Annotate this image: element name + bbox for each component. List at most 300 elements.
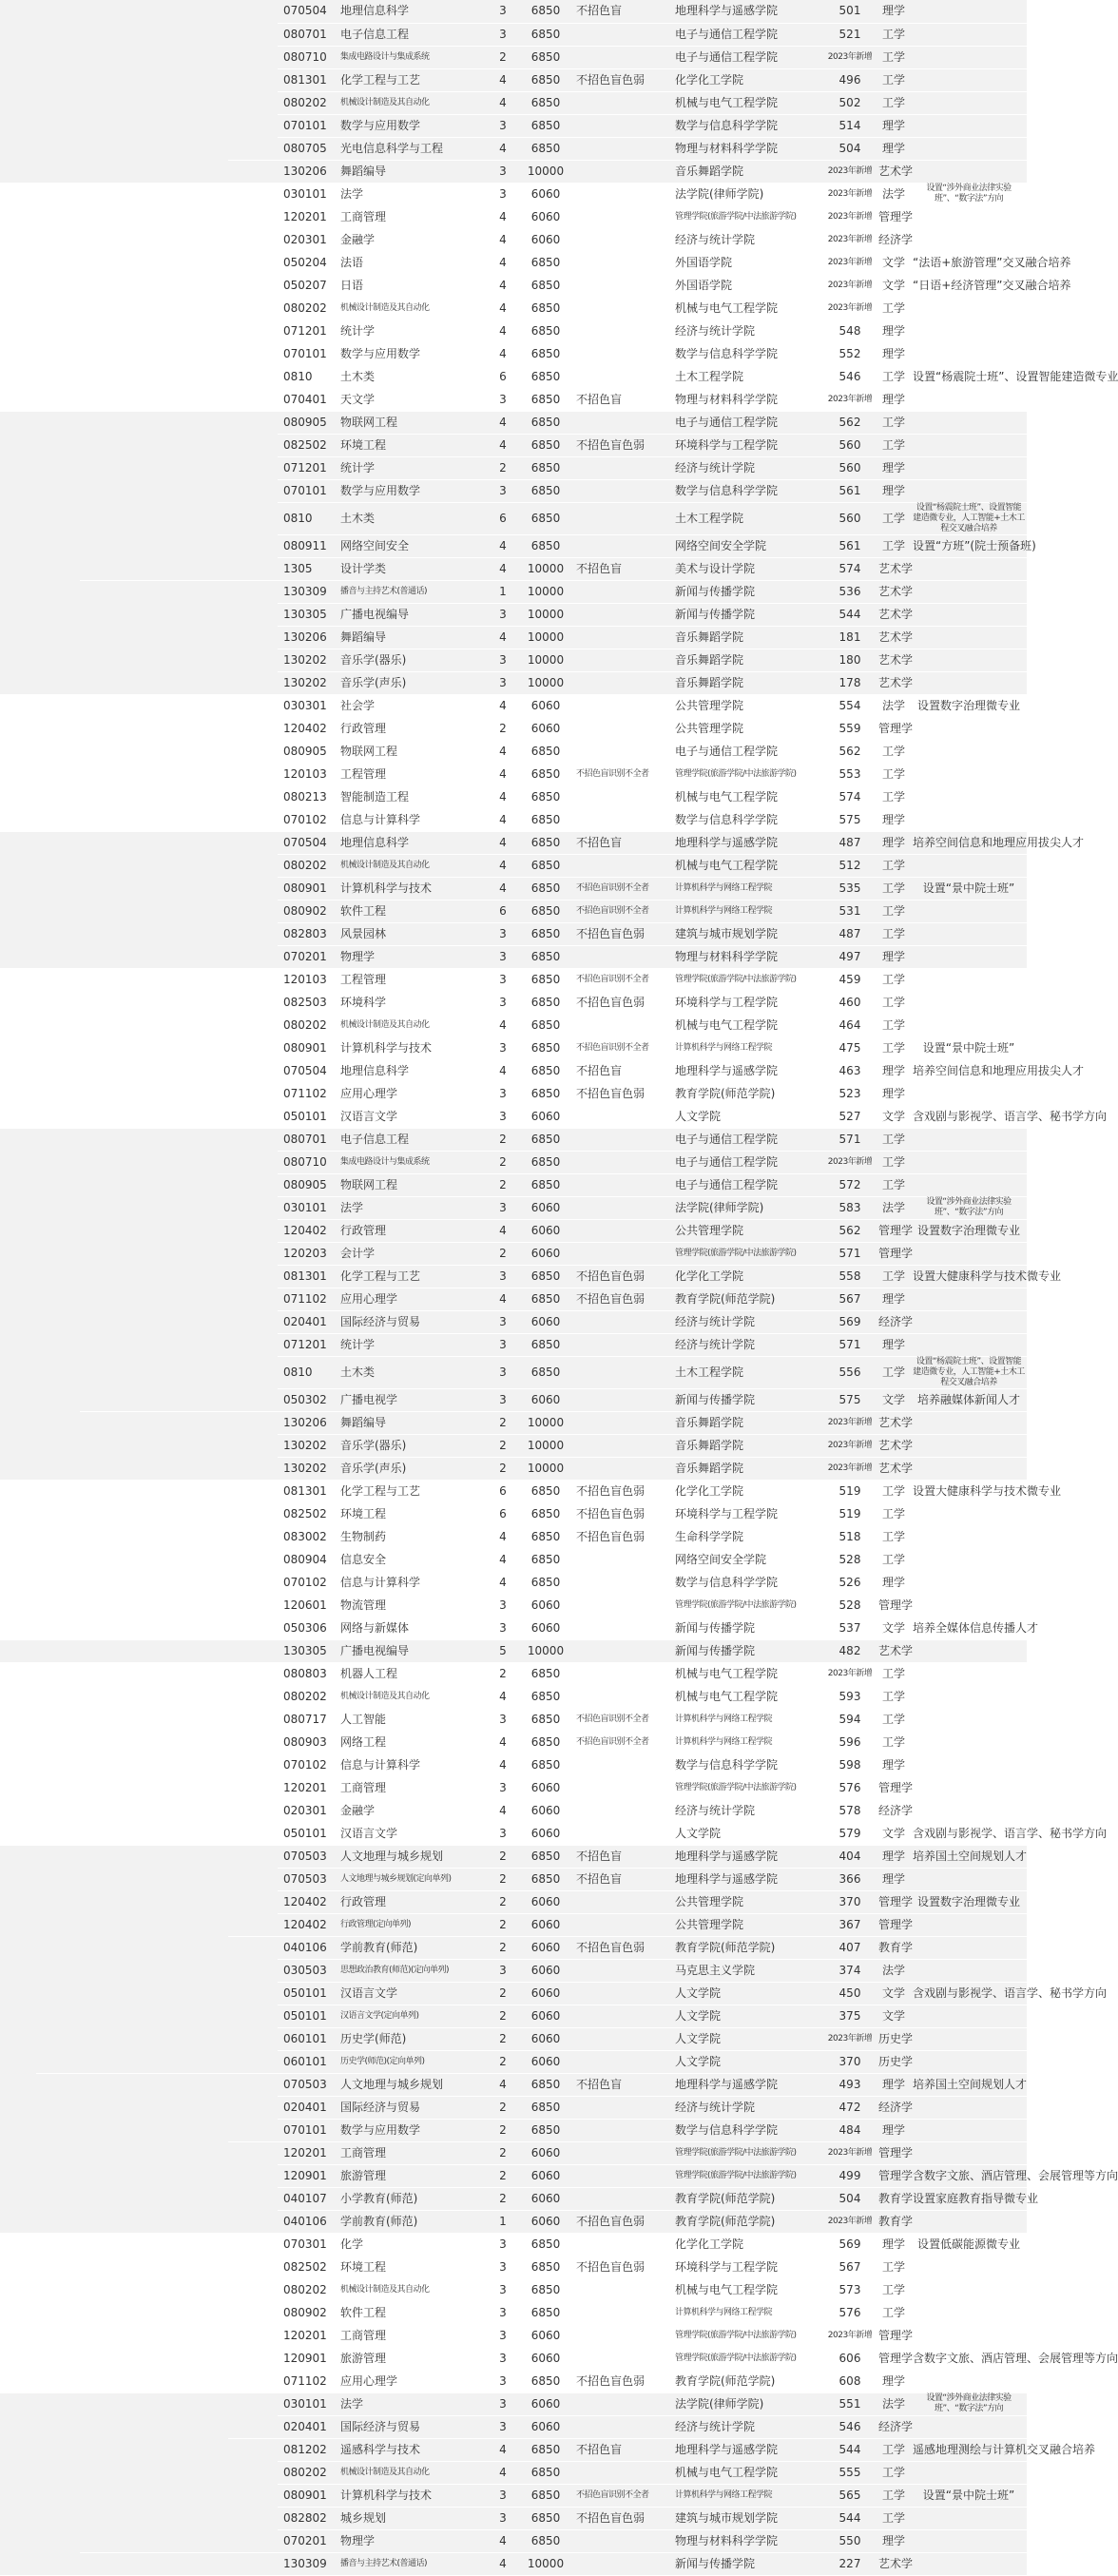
batch-cell <box>80 1639 228 1662</box>
degree-type: 工学 <box>877 91 911 114</box>
college-name: 人文学院 <box>673 2005 823 2027</box>
tuition-fee: 6850 <box>517 137 574 160</box>
major-note <box>911 1776 1027 1799</box>
major-note: 设置家庭教育指导微专业 <box>911 2187 1027 2210</box>
tuition-fee: 6850 <box>517 114 574 137</box>
batch-cell <box>80 2552 228 2575</box>
college-name: 新闻与传播学院 <box>673 580 823 603</box>
min-score: 2023年新增 <box>823 1411 877 1434</box>
tuition-fee: 6060 <box>517 1594 574 1617</box>
tuition-fee: 10000 <box>517 1411 574 1434</box>
major-name: 物联网工程 <box>338 1173 489 1196</box>
major-name: 机器人工程 <box>338 1662 489 1685</box>
college-name: 外国语学院 <box>673 251 823 274</box>
college-name: 公共管理学院 <box>673 1219 823 1242</box>
color-restriction <box>574 740 673 763</box>
tuition-fee: 6850 <box>517 785 574 808</box>
major-note <box>911 945 1027 968</box>
color-restriction <box>574 1196 673 1219</box>
degree-type: 经济学 <box>877 1799 911 1822</box>
college-name: 机械与电气工程学院 <box>673 1685 823 1708</box>
study-years: 4 <box>489 1219 517 1242</box>
major-note <box>911 2461 1027 2484</box>
major-code: 120201 <box>278 2141 338 2164</box>
study-years: 2 <box>489 1868 517 1890</box>
min-score: 463 <box>823 1059 877 1082</box>
major-name: 应用心理学 <box>338 1288 489 1310</box>
color-restriction <box>574 1959 673 1982</box>
college-name: 法学院(律师学院) <box>673 1196 823 1219</box>
major-name: 音乐学(器乐) <box>338 649 489 671</box>
mode-cell <box>36 1845 80 2073</box>
study-years: 3 <box>489 991 517 1014</box>
color-restriction <box>574 183 673 205</box>
college-name: 人文学院 <box>673 2050 823 2073</box>
degree-type: 文学 <box>877 1388 911 1411</box>
study-years: 3 <box>489 1196 517 1219</box>
major-code: 040106 <box>278 2210 338 2233</box>
degree-type: 理学 <box>877 0 911 23</box>
major-code: 050101 <box>278 1822 338 1845</box>
major-note <box>911 1502 1027 1525</box>
min-score: 502 <box>823 91 877 114</box>
college-name: 数学与信息科学学院 <box>673 114 823 137</box>
major-note <box>911 2096 1027 2119</box>
mode-cell <box>36 2233 80 2392</box>
study-years: 3 <box>489 603 517 626</box>
major-name: 舞蹈编导 <box>338 1411 489 1434</box>
major-note: 设置数字治理微专业 <box>911 1890 1027 1913</box>
mode-cell <box>36 1662 80 1845</box>
degree-type: 工学 <box>877 1356 911 1388</box>
major-code: 071201 <box>278 1333 338 1356</box>
tuition-fee: 10000 <box>517 557 574 580</box>
tuition-fee: 6850 <box>517 945 574 968</box>
college-name: 新闻与传播学院 <box>673 1617 823 1639</box>
color-restriction <box>574 2552 673 2575</box>
college-name: 化学化工学院 <box>673 1265 823 1288</box>
study-years: 4 <box>489 808 517 831</box>
batch-cell <box>80 2392 228 2552</box>
major-code: 120103 <box>278 968 338 991</box>
major-code: 080202 <box>278 2278 338 2301</box>
degree-type: 理学 <box>877 2073 911 2096</box>
min-score: 519 <box>823 1480 877 1502</box>
major-name: 法学 <box>338 2392 489 2415</box>
major-name: 舞蹈编导 <box>338 626 489 649</box>
major-note: 设置数字治理微专业 <box>911 1219 1027 1242</box>
degree-type: 管理学 <box>877 2164 911 2187</box>
tuition-fee: 6060 <box>517 1936 574 1959</box>
min-score: 551 <box>823 2392 877 2415</box>
degree-type: 工学 <box>877 1036 911 1059</box>
study-years: 3 <box>489 1310 517 1333</box>
table-row <box>0 1639 1027 1662</box>
major-note: 设置“涉外商业法律实验班”、“数字法”方向 <box>911 1196 1027 1219</box>
province-cell <box>0 1845 36 2233</box>
color-restriction <box>574 1333 673 1356</box>
study-years: 3 <box>489 2256 517 2278</box>
study-years: 2 <box>489 2141 517 2164</box>
major-note: 培养国土空间规划人才 <box>911 1845 1027 1868</box>
study-years: 3 <box>489 1708 517 1731</box>
tuition-fee: 6850 <box>517 23 574 46</box>
table-row <box>0 1662 1027 1685</box>
major-code: 030503 <box>278 1959 338 1982</box>
min-score: 573 <box>823 2278 877 2301</box>
college-name: 计算机科学与网络工程学院 <box>673 877 823 900</box>
major-code: 070101 <box>278 479 338 502</box>
tuition-fee: 6850 <box>517 1288 574 1310</box>
tuition-fee: 6060 <box>517 2141 574 2164</box>
major-code: 020401 <box>278 1310 338 1333</box>
tuition-fee: 6850 <box>517 320 574 342</box>
major-code: 120402 <box>278 1890 338 1913</box>
tuition-fee: 6850 <box>517 1173 574 1196</box>
degree-type: 文学 <box>877 2005 911 2027</box>
study-years: 3 <box>489 1959 517 1982</box>
major-name: 设计学类 <box>338 557 489 580</box>
college-name: 经济与统计学院 <box>673 1333 823 1356</box>
college-name: 新闻与传播学院 <box>673 603 823 626</box>
major-name: 学前教育(师范) <box>338 2210 489 2233</box>
study-years: 4 <box>489 1731 517 1753</box>
major-name: 化学工程与工艺 <box>338 68 489 91</box>
study-years: 3 <box>489 2507 517 2529</box>
category-cell <box>228 2552 278 2575</box>
degree-type: 文学 <box>877 251 911 274</box>
batch-cell <box>80 1845 228 2073</box>
major-note <box>911 1753 1027 1776</box>
color-restriction <box>574 2324 673 2347</box>
study-years: 3 <box>489 1356 517 1388</box>
college-name: 地理科学与遥感学院 <box>673 1845 823 1868</box>
tuition-fee: 6060 <box>517 1799 574 1822</box>
min-score: 2023年新增 <box>823 274 877 297</box>
min-score: 550 <box>823 2529 877 2552</box>
major-note <box>911 1571 1027 1594</box>
college-name: 经济与统计学院 <box>673 1310 823 1333</box>
category-cell <box>228 2233 278 2324</box>
major-name: 汉语言文学 <box>338 1105 489 1128</box>
major-code: 080901 <box>278 877 338 900</box>
study-years: 2 <box>489 1913 517 1936</box>
major-code: 120201 <box>278 2324 338 2347</box>
major-code: 070504 <box>278 1059 338 1082</box>
college-name: 公共管理学院 <box>673 717 823 740</box>
degree-type: 管理学 <box>877 2141 911 2164</box>
table-row <box>0 411 1027 434</box>
batch-cell <box>80 1480 228 1639</box>
degree-type: 工学 <box>877 2507 911 2529</box>
degree-type: 工学 <box>877 1480 911 1502</box>
tuition-fee: 6060 <box>517 1822 574 1845</box>
major-note <box>911 479 1027 502</box>
major-name: 机械设计制造及其自动化 <box>338 2461 489 2484</box>
study-years: 4 <box>489 763 517 785</box>
degree-type: 管理学 <box>877 205 911 228</box>
college-name: 人文学院 <box>673 1105 823 1128</box>
degree-type: 法学 <box>877 694 911 717</box>
major-code: 080803 <box>278 1662 338 1685</box>
min-score: 2023年新增 <box>823 46 877 68</box>
college-name: 马克思主义学院 <box>673 1959 823 1982</box>
college-name: 经济与统计学院 <box>673 2415 823 2438</box>
degree-type: 工学 <box>877 968 911 991</box>
color-restriction <box>574 1913 673 1936</box>
major-note <box>911 2141 1027 2164</box>
study-years: 2 <box>489 2050 517 2073</box>
college-name: 音乐舞蹈学院 <box>673 649 823 671</box>
min-score: 2023年新增 <box>823 2141 877 2164</box>
color-restriction <box>574 228 673 251</box>
major-note <box>911 456 1027 479</box>
study-years: 4 <box>489 251 517 274</box>
degree-type: 工学 <box>877 297 911 320</box>
college-name: 网络空间安全学院 <box>673 534 823 557</box>
color-restriction <box>574 2301 673 2324</box>
min-score: 366 <box>823 1868 877 1890</box>
degree-type: 教育学 <box>877 2187 911 2210</box>
major-name: 工商管理 <box>338 205 489 228</box>
degree-type: 工学 <box>877 1662 911 1685</box>
major-code: 082502 <box>278 1502 338 1525</box>
major-code: 070102 <box>278 1753 338 1776</box>
color-restriction <box>574 671 673 694</box>
study-years: 4 <box>489 1525 517 1548</box>
color-restriction: 不招色盲 <box>574 831 673 854</box>
major-code: 120203 <box>278 1242 338 1265</box>
college-name: 教育学院(师范学院) <box>673 2210 823 2233</box>
min-score: 2023年新增 <box>823 205 877 228</box>
major-note: 含数字文旅、酒店管理、会展管理等方向 <box>911 2347 1027 2370</box>
min-score: 2023年新增 <box>823 388 877 411</box>
major-note <box>911 671 1027 694</box>
study-years: 4 <box>489 1548 517 1571</box>
color-restriction: 不招色盲色弱 <box>574 1525 673 1548</box>
college-name: 数学与信息科学学院 <box>673 1571 823 1594</box>
major-name: 生物制药 <box>338 1525 489 1548</box>
college-name: 计算机科学与网络工程学院 <box>673 1731 823 1753</box>
major-name: 智能制造工程 <box>338 785 489 808</box>
college-name: 环境科学与工程学院 <box>673 434 823 456</box>
college-name: 物理与材料科学学院 <box>673 2529 823 2552</box>
degree-type: 法学 <box>877 1196 911 1219</box>
study-years: 3 <box>489 968 517 991</box>
major-name: 小学教育(师范) <box>338 2187 489 2210</box>
major-name: 应用心理学 <box>338 1082 489 1105</box>
major-name: 广播电视编导 <box>338 603 489 626</box>
min-score: 536 <box>823 580 877 603</box>
major-note <box>911 922 1027 945</box>
study-years: 3 <box>489 2301 517 2324</box>
major-code: 0810 <box>278 502 338 534</box>
category-cell <box>228 1411 278 1480</box>
major-note <box>911 1594 1027 1617</box>
color-restriction: 不招色盲色弱 <box>574 1502 673 1525</box>
degree-type: 法学 <box>877 183 911 205</box>
major-note: 含数字文旅、酒店管理、会展管理等方向 <box>911 2164 1027 2187</box>
degree-type: 工学 <box>877 1173 911 1196</box>
study-years: 3 <box>489 945 517 968</box>
tuition-fee: 6850 <box>517 68 574 91</box>
major-note <box>911 1411 1027 1434</box>
color-restriction <box>574 2187 673 2210</box>
study-years: 6 <box>489 900 517 922</box>
color-restriction <box>574 1128 673 1151</box>
college-name: 教育学院(师范学院) <box>673 1936 823 1959</box>
degree-type: 文学 <box>877 274 911 297</box>
major-name: 网络与新媒体 <box>338 1617 489 1639</box>
major-note <box>911 1151 1027 1173</box>
degree-type: 工学 <box>877 1265 911 1288</box>
degree-type: 工学 <box>877 1525 911 1548</box>
min-score: 578 <box>823 1799 877 1822</box>
color-restriction: 不招色盲识别不全者 <box>574 1036 673 1059</box>
major-code: 082502 <box>278 2256 338 2278</box>
degree-type: 文学 <box>877 1105 911 1128</box>
major-name: 机械设计制造及其自动化 <box>338 854 489 877</box>
study-years: 3 <box>489 1617 517 1639</box>
color-restriction <box>574 626 673 649</box>
major-name: 土木类 <box>338 365 489 388</box>
study-years: 4 <box>489 1753 517 1776</box>
study-years: 3 <box>489 2233 517 2256</box>
color-restriction <box>574 456 673 479</box>
college-name: 音乐舞蹈学院 <box>673 1457 823 1480</box>
degree-type: 工学 <box>877 434 911 456</box>
min-score: 596 <box>823 1731 877 1753</box>
major-code: 130206 <box>278 1411 338 1434</box>
min-score: 472 <box>823 2096 877 2119</box>
color-restriction <box>574 160 673 183</box>
degree-type: 工学 <box>877 68 911 91</box>
college-name: 教育学院(师范学院) <box>673 1288 823 1310</box>
batch-cell <box>80 2233 228 2392</box>
major-name: 行政管理 <box>338 1890 489 1913</box>
major-note: 设置“杨震院士班”、设置智能建造微专业，人工智能+土木工程交叉融合培养 <box>911 502 1027 534</box>
degree-type: 艺术学 <box>877 1434 911 1457</box>
color-restriction <box>574 1411 673 1434</box>
color-restriction <box>574 1219 673 1242</box>
major-code: 070301 <box>278 2233 338 2256</box>
major-name: 集成电路设计与集成系统 <box>338 46 489 68</box>
major-name: 播音与主持艺术(普通话) <box>338 580 489 603</box>
degree-type: 经济学 <box>877 2415 911 2438</box>
degree-type: 工学 <box>877 2438 911 2461</box>
major-note: 遥感地理测绘与计算机交叉融合培养 <box>911 2438 1027 2461</box>
major-code: 020401 <box>278 2415 338 2438</box>
min-score: 559 <box>823 717 877 740</box>
color-restriction <box>574 2461 673 2484</box>
tuition-fee: 6850 <box>517 2119 574 2141</box>
color-restriction <box>574 46 673 68</box>
color-restriction: 不招色盲 <box>574 2438 673 2461</box>
college-name: 数学与信息科学学院 <box>673 808 823 831</box>
study-years: 6 <box>489 502 517 534</box>
color-restriction <box>574 1982 673 2005</box>
degree-type: 艺术学 <box>877 626 911 649</box>
major-note <box>911 557 1027 580</box>
major-note <box>911 46 1027 68</box>
tuition-fee: 6060 <box>517 2415 574 2438</box>
college-name: 电子与通信工程学院 <box>673 1173 823 1196</box>
min-score: 367 <box>823 1913 877 1936</box>
college-name: 管理学院(旅游学院/中法旅游学院) <box>673 968 823 991</box>
major-name: 化学工程与工艺 <box>338 1480 489 1502</box>
province-cell <box>0 183 36 411</box>
batch-cell <box>80 1411 228 1480</box>
college-name: 地理科学与遥感学院 <box>673 831 823 854</box>
degree-type: 管理学 <box>877 1242 911 1265</box>
degree-type: 工学 <box>877 1151 911 1173</box>
major-code: 080905 <box>278 740 338 763</box>
color-restriction: 不招色盲识别不全者 <box>574 763 673 785</box>
study-years: 2 <box>489 2027 517 2050</box>
tuition-fee: 10000 <box>517 2552 574 2575</box>
major-code: 080904 <box>278 1548 338 1571</box>
major-name: 计算机科学与技术 <box>338 1036 489 1059</box>
degree-type: 管理学 <box>877 2347 911 2370</box>
major-note <box>911 228 1027 251</box>
tuition-fee: 6850 <box>517 2096 574 2119</box>
degree-type: 工学 <box>877 2256 911 2278</box>
batch-cell <box>80 2073 228 2233</box>
degree-type: 工学 <box>877 2461 911 2484</box>
min-score: 544 <box>823 2438 877 2461</box>
major-name: 地理信息科学 <box>338 0 489 23</box>
major-name: 数学与应用数学 <box>338 2119 489 2141</box>
color-restriction: 不招色盲 <box>574 557 673 580</box>
major-code: 120402 <box>278 717 338 740</box>
tuition-fee: 6850 <box>517 434 574 456</box>
major-code: 071102 <box>278 2370 338 2392</box>
college-name: 法学院(律师学院) <box>673 183 823 205</box>
color-restriction <box>574 1594 673 1617</box>
study-years: 2 <box>489 1173 517 1196</box>
color-restriction <box>574 114 673 137</box>
min-score: 598 <box>823 1753 877 1776</box>
tuition-fee: 6850 <box>517 534 574 557</box>
tuition-fee: 6850 <box>517 2301 574 2324</box>
color-restriction: 不招色盲色弱 <box>574 1265 673 1288</box>
study-years: 4 <box>489 2552 517 2575</box>
province-cell <box>0 2233 36 2392</box>
college-name: 数学与信息科学学院 <box>673 342 823 365</box>
color-restriction <box>574 1799 673 1822</box>
degree-type: 文学 <box>877 1982 911 2005</box>
min-score: 2023年新增 <box>823 1457 877 1480</box>
tuition-fee: 6060 <box>517 2164 574 2187</box>
major-name: 地理信息科学 <box>338 831 489 854</box>
major-note <box>911 1082 1027 1105</box>
degree-type: 法学 <box>877 1959 911 1982</box>
major-name: 计算机科学与技术 <box>338 2484 489 2507</box>
tuition-fee: 6850 <box>517 0 574 23</box>
major-note <box>911 388 1027 411</box>
color-restriction: 不招色盲色弱 <box>574 922 673 945</box>
degree-type: 历史学 <box>877 2027 911 2050</box>
mode-cell <box>36 831 80 968</box>
tuition-fee: 6850 <box>517 2438 574 2461</box>
study-years: 2 <box>489 717 517 740</box>
major-name: 统计学 <box>338 456 489 479</box>
table-row <box>0 2392 1027 2415</box>
major-code: 080903 <box>278 1731 338 1753</box>
tuition-fee: 6060 <box>517 694 574 717</box>
color-restriction <box>574 23 673 46</box>
major-name: 学前教育(师范) <box>338 1936 489 1959</box>
